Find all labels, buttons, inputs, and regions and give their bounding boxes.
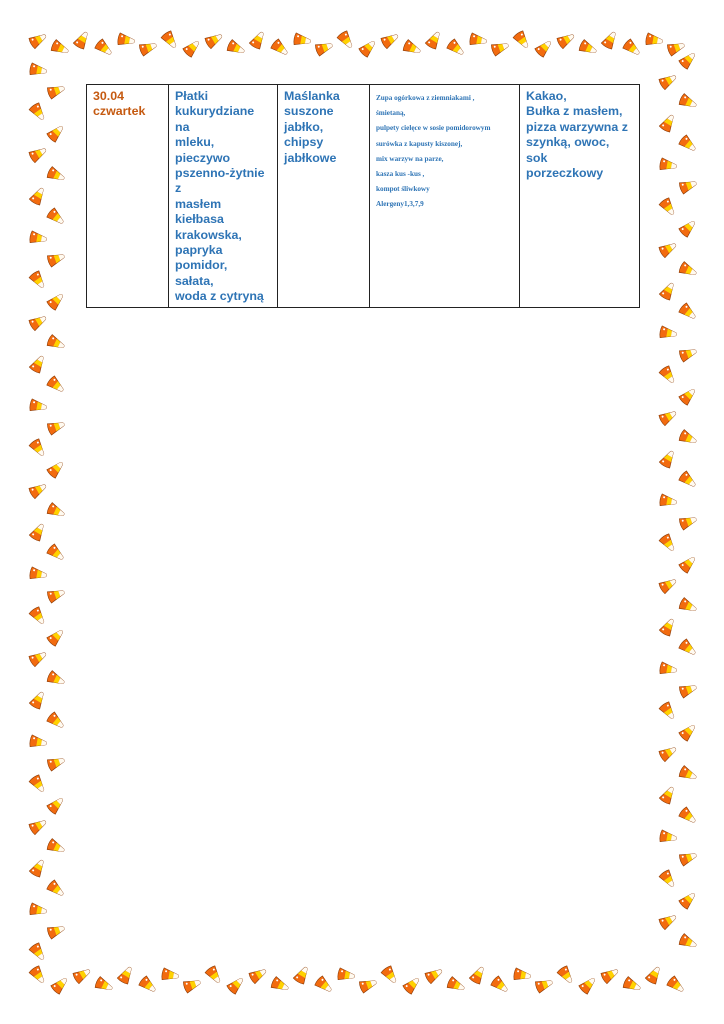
candy-corn-icon	[46, 543, 67, 563]
candy-corn-icon	[336, 30, 355, 51]
candy-corn-icon	[358, 976, 378, 993]
candy-corn-icon	[46, 754, 66, 771]
candy-corn-icon	[46, 586, 66, 603]
candy-corn-icon	[72, 965, 93, 984]
candy-corn-icon	[678, 638, 699, 658]
second-breakfast-line: Maślanka	[284, 89, 340, 103]
candy-corn-icon	[46, 459, 66, 479]
candy-corn-icon	[161, 968, 180, 983]
candy-corn-icon	[446, 38, 467, 58]
candy-corn-icon	[678, 933, 698, 951]
candy-corn-icon	[658, 71, 679, 90]
second-breakfast-cell	[278, 85, 370, 308]
candy-corn-icon	[380, 965, 399, 986]
candy-corn-icon	[29, 521, 48, 542]
candy-corn-icon	[622, 976, 642, 994]
weekday-label: czwartek	[93, 104, 146, 119]
candy-corn-icon	[29, 63, 48, 78]
candy-corn-icon	[402, 39, 422, 57]
breakfast-line: sałata,	[175, 273, 214, 288]
breakfast-line: Płatki	[175, 89, 209, 103]
date-label: 30.04	[93, 89, 125, 103]
afternoon-snack-cell	[520, 85, 640, 308]
candy-corn-icon	[337, 968, 356, 983]
candy-corn-icon	[666, 39, 686, 56]
breakfast-line: krakowska,	[175, 227, 242, 242]
candy-corn-icon	[658, 533, 677, 554]
candy-corn-icon	[46, 334, 66, 352]
candy-corn-icon	[314, 975, 335, 995]
candy-corn-icon	[46, 795, 66, 815]
candy-corn-icon	[446, 976, 466, 994]
candy-corn-icon	[658, 575, 679, 594]
candy-corn-icon	[314, 39, 334, 56]
candy-corn-icon	[46, 291, 66, 311]
candy-corn-icon	[678, 806, 699, 826]
breakfast-line: masłem	[175, 196, 222, 211]
afternoon-line: porzeczkowy	[526, 166, 604, 181]
date-cell	[87, 85, 169, 308]
candy-corn-icon	[678, 597, 698, 615]
candy-corn-icon	[512, 30, 531, 51]
candy-corn-icon	[658, 869, 677, 890]
candy-corn-icon	[46, 711, 67, 731]
candy-corn-icon	[270, 976, 290, 994]
candy-corn-icon	[46, 879, 67, 899]
candy-corn-icon	[658, 911, 679, 930]
candy-corn-icon	[28, 774, 47, 795]
second-breakfast-line: jabłkowe	[284, 150, 337, 165]
breakfast-line: pieczywo	[175, 150, 231, 165]
candy-corn-icon	[678, 261, 698, 279]
candy-corn-icon	[678, 681, 698, 698]
candy-corn-icon	[534, 38, 554, 58]
breakfast-line: kiełbasa	[175, 212, 224, 227]
candy-corn-icon	[678, 134, 699, 154]
candy-corn-icon	[226, 975, 246, 995]
candy-corn-icon	[138, 39, 158, 56]
candy-corn-icon	[28, 270, 47, 291]
candy-corn-icon	[659, 448, 678, 469]
second-breakfast-line: jabłko,	[284, 119, 324, 134]
candy-corn-icon	[678, 765, 698, 783]
candy-corn-icon	[46, 375, 67, 395]
candy-corn-icon	[46, 123, 66, 143]
candy-corn-icon	[659, 784, 678, 805]
candy-corn-icon	[645, 964, 664, 985]
afternoon-line: pizza warzywna z	[526, 119, 628, 134]
candy-corn-icon	[678, 554, 698, 574]
candy-corn-icon	[678, 849, 698, 866]
candy-corn-icon	[659, 494, 678, 509]
candy-corn-icon	[659, 830, 678, 845]
lunch-line: kasza kus -kus ,	[376, 169, 425, 178]
candy-corn-icon	[678, 386, 698, 406]
candy-corn-icon	[29, 689, 48, 710]
candy-corn-icon	[182, 38, 202, 58]
candy-corn-icon	[534, 976, 554, 993]
candy-corn-icon	[117, 964, 136, 985]
candy-corn-icon	[28, 438, 47, 459]
breakfast-cell	[169, 85, 278, 308]
candy-corn-icon	[28, 144, 49, 163]
candy-corn-icon	[578, 39, 598, 57]
candy-corn-icon	[666, 975, 687, 995]
afternoon-line: Kakao,	[526, 89, 567, 103]
candy-corn-icon	[94, 38, 115, 58]
candy-corn-icon	[46, 166, 66, 184]
candy-corn-icon	[28, 965, 47, 986]
candy-corn-icon	[204, 965, 223, 986]
allergens-line: Alergeny1,3,7,9	[376, 200, 424, 209]
candy-corn-icon	[678, 302, 699, 322]
candy-corn-icon	[46, 670, 66, 688]
lunch-cell	[370, 85, 520, 308]
candy-corn-icon	[659, 280, 678, 301]
lunch-line: pulpety cielęce w sosie pomidorowym	[376, 124, 491, 133]
table-row	[87, 85, 640, 308]
candy-corn-icon	[249, 29, 268, 50]
candy-corn-icon	[29, 857, 48, 878]
candy-corn-icon	[678, 345, 698, 362]
candy-corn-icon	[46, 207, 67, 227]
candy-corn-icon	[678, 429, 698, 447]
candy-corn-icon	[28, 942, 47, 963]
candy-corn-icon	[658, 701, 677, 722]
candy-corn-icon	[645, 33, 664, 48]
candy-corn-icon	[469, 33, 488, 48]
candy-corn-icon	[678, 890, 698, 910]
candy-corn-icon	[659, 662, 678, 677]
candy-corn-icon	[270, 38, 291, 58]
candy-corn-icon	[29, 735, 48, 750]
candy-corn-icon	[28, 816, 49, 835]
candy-corn-icon	[46, 250, 66, 267]
candy-corn-icon	[658, 197, 677, 218]
afternoon-line: szynką, owoc, sok	[526, 135, 610, 165]
candy-corn-icon	[50, 39, 70, 57]
lunch-line: kompot śliwkowy	[376, 185, 430, 194]
candy-corn-icon	[29, 231, 48, 246]
candy-corn-icon	[658, 743, 679, 762]
candy-corn-icon	[490, 39, 510, 56]
candy-corn-icon	[46, 838, 66, 856]
candy-corn-icon	[226, 39, 246, 57]
candy-corn-icon	[29, 353, 48, 374]
candy-corn-icon	[678, 177, 698, 194]
candy-corn-icon	[28, 30, 49, 49]
breakfast-line: woda z cytryną	[175, 289, 264, 304]
candy-corn-icon	[490, 975, 511, 995]
menu-table	[86, 84, 640, 308]
candy-corn-icon	[160, 30, 179, 51]
candy-corn-icon	[658, 365, 677, 386]
candy-corn-icon	[469, 964, 488, 985]
lunch-line: mix warzyw na parze,	[376, 154, 444, 163]
candy-corn-icon	[678, 470, 699, 490]
candy-corn-icon	[678, 50, 698, 70]
candy-corn-icon	[46, 418, 66, 435]
candy-corn-icon	[29, 185, 48, 206]
candy-corn-icon	[425, 29, 444, 50]
candy-corn-icon	[293, 33, 312, 48]
breakfast-line: pszenno-żytnie z	[175, 166, 265, 196]
candy-corn-icon	[622, 38, 643, 58]
candy-corn-icon	[46, 922, 66, 939]
candy-corn-icon	[29, 567, 48, 582]
breakfast-line: kukurydziane na	[175, 104, 255, 134]
candy-corn-icon	[600, 965, 621, 984]
candy-corn-icon	[28, 480, 49, 499]
candy-corn-icon	[358, 38, 378, 58]
second-breakfast-line: chipsy	[284, 135, 324, 150]
candy-corn-icon	[380, 30, 401, 49]
candy-corn-icon	[659, 326, 678, 341]
candy-corn-icon	[556, 965, 575, 986]
candy-corn-icon	[659, 616, 678, 637]
candy-corn-icon	[513, 968, 532, 983]
lunch-line: śmietaną,	[376, 109, 406, 118]
candy-corn-icon	[138, 975, 159, 995]
candy-corn-icon	[578, 975, 598, 995]
candy-corn-icon	[659, 112, 678, 133]
candy-corn-icon	[293, 964, 312, 985]
candy-corn-icon	[556, 30, 577, 49]
candy-corn-icon	[678, 218, 698, 238]
candy-corn-icon	[28, 606, 47, 627]
candy-corn-icon	[248, 965, 269, 984]
candy-corn-icon	[678, 722, 698, 742]
candy-corn-icon	[658, 407, 679, 426]
candy-corn-icon	[28, 312, 49, 331]
candy-corn-icon	[424, 965, 445, 984]
second-breakfast-line: suszone	[284, 104, 334, 119]
candy-corn-icon	[46, 627, 66, 647]
candy-corn-icon	[29, 399, 48, 414]
candy-corn-icon	[659, 158, 678, 173]
candy-corn-icon	[678, 93, 698, 111]
afternoon-line: Bułka z masłem,	[526, 104, 623, 119]
candy-corn-icon	[50, 975, 70, 995]
candy-corn-icon	[182, 976, 202, 993]
candy-corn-icon	[29, 903, 48, 918]
lunch-line: Zupa ogórkowa z ziemniakami ,	[376, 94, 475, 102]
breakfast-line: papryka pomidor,	[175, 243, 228, 273]
candy-corn-icon	[402, 975, 422, 995]
breakfast-line: mleku,	[175, 135, 215, 150]
lunch-line: surówka z kapusty kiszonej,	[376, 139, 463, 148]
candy-corn-icon	[117, 33, 136, 48]
candy-corn-icon	[204, 30, 225, 49]
candy-corn-icon	[46, 82, 66, 99]
candy-corn-icon	[678, 513, 698, 530]
candy-corn-icon	[658, 239, 679, 258]
candy-corn-icon	[73, 29, 92, 50]
candy-corn-icon	[28, 648, 49, 667]
candy-corn-icon	[601, 29, 620, 50]
candy-corn-icon	[28, 102, 47, 123]
candy-corn-icon	[94, 976, 114, 994]
candy-corn-icon	[46, 502, 66, 520]
